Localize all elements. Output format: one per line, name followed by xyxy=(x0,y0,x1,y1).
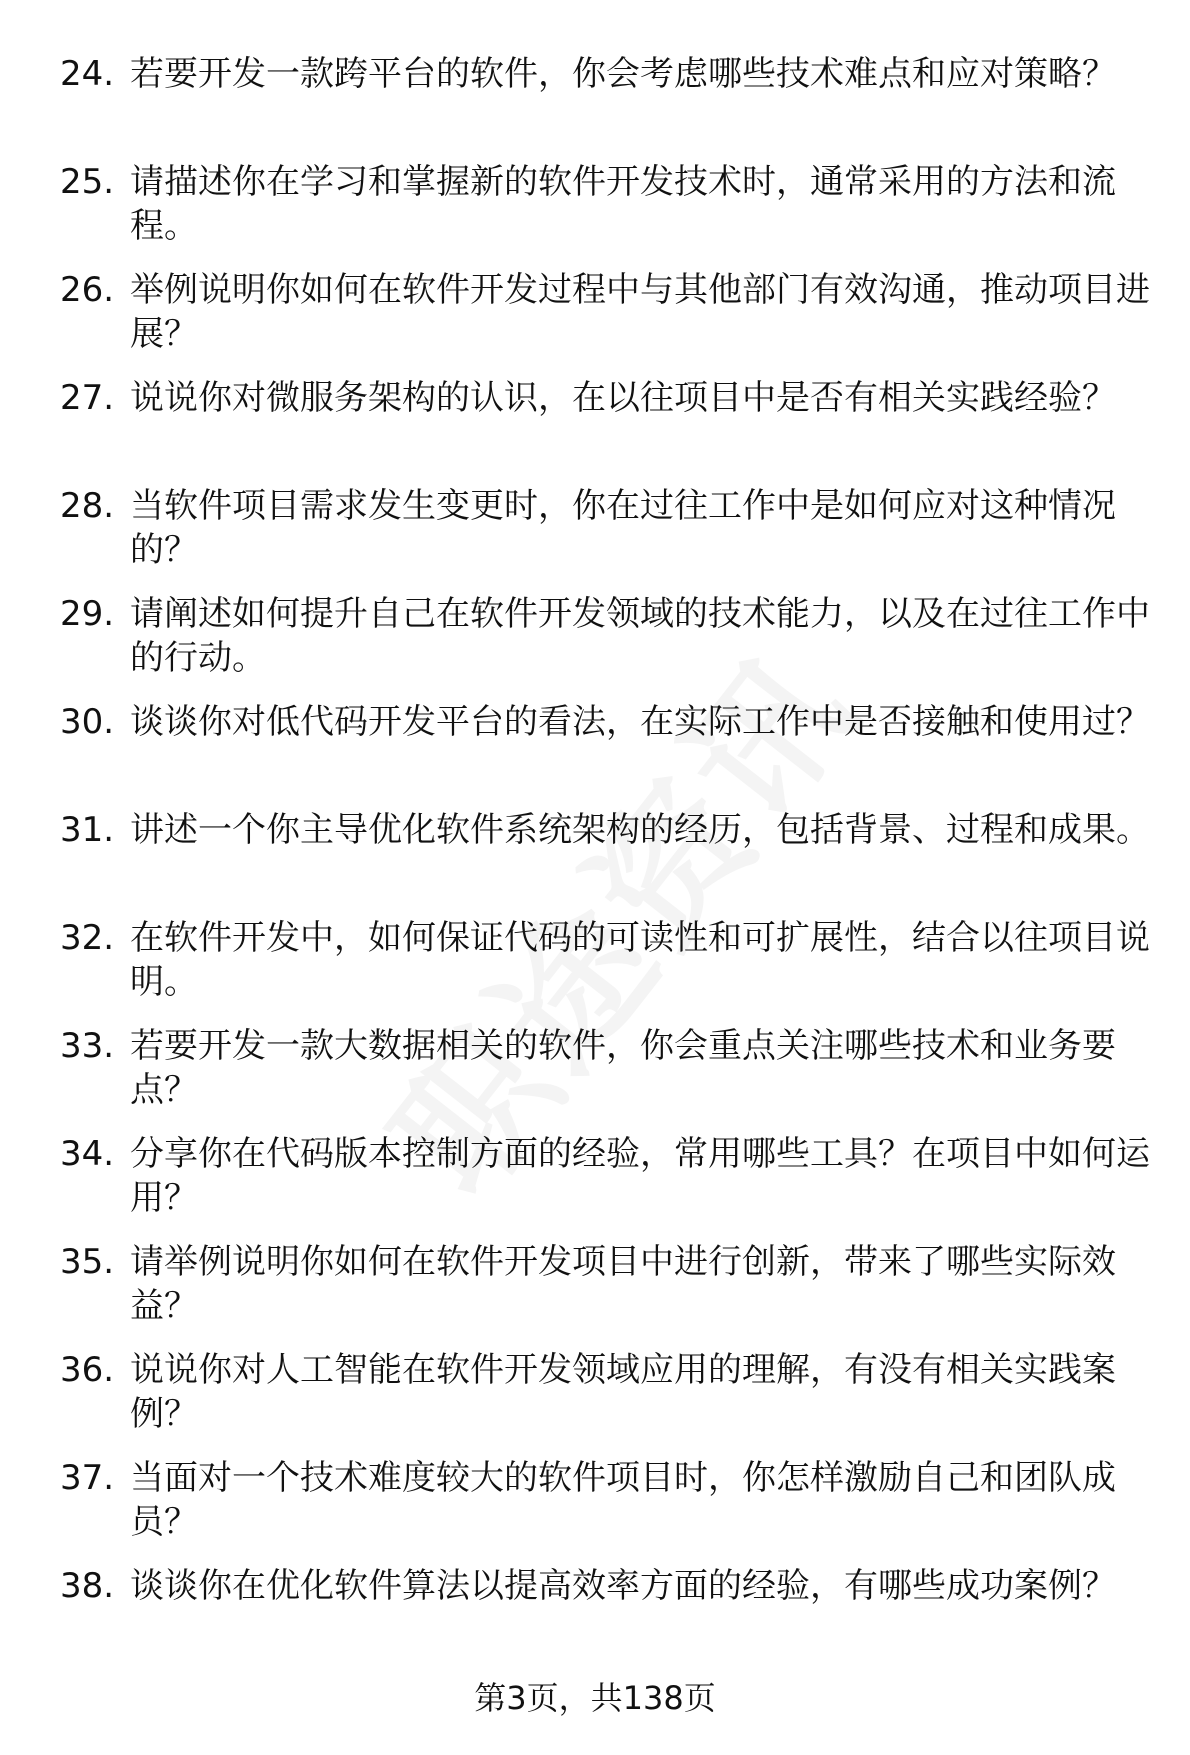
list-item xyxy=(0,916,1190,1024)
question-number: 34. xyxy=(60,1134,115,1174)
question-number: 24. xyxy=(60,54,115,94)
question-text: 讲述一个你主导优化软件系统架构的经历，包括背景、过程和成果。 xyxy=(130,810,1150,850)
question-number: 27. xyxy=(60,378,115,418)
question-number: 28. xyxy=(60,486,115,526)
question-text: 谈谈你对低代码开发平台的看法，在实际工作中是否接触和使用过？ xyxy=(130,702,1150,742)
list-item xyxy=(0,52,1190,160)
list-item xyxy=(0,376,1190,484)
list-item xyxy=(0,808,1190,916)
question-text: 说说你对人工智能在软件开发领域应用的理解，有没有相关实践案例？ xyxy=(130,1350,1116,1434)
question-text: 请描述你在学习和掌握新的软件开发技术时，通常采用的方法和流程。 xyxy=(130,162,1116,246)
question-number: 38. xyxy=(60,1566,115,1606)
page-number: 第3页，共138页 xyxy=(474,1679,716,1717)
question-text: 分享你在代码版本控制方面的经验，常用哪些工具？在项目中如何运用？ xyxy=(130,1134,1150,1218)
question-number: 30. xyxy=(60,702,115,742)
question-text: 当软件项目需求发生变更时，你在过往工作中是如何应对这种情况的？ xyxy=(130,486,1116,570)
question-number: 35. xyxy=(60,1242,115,1282)
question-number: 37. xyxy=(60,1458,115,1498)
question-text: 请阐述如何提升自己在软件开发领域的技术能力，以及在过往工作中的行动。 xyxy=(130,594,1150,678)
question-number: 26. xyxy=(60,270,115,310)
list-item xyxy=(0,1564,1190,1672)
list-item xyxy=(0,1132,1190,1240)
question-number: 31. xyxy=(60,810,115,850)
question-text: 谈谈你在优化软件算法以提高效率方面的经验，有哪些成功案例？ xyxy=(130,1566,1116,1606)
question-text: 若要开发一款大数据相关的软件，你会重点关注哪些技术和业务要点？ xyxy=(130,1026,1116,1110)
question-text: 请举例说明你如何在软件开发项目中进行创新，带来了哪些实际效益？ xyxy=(130,1242,1116,1326)
question-text: 若要开发一款跨平台的软件，你会考虑哪些技术难点和应对策略？ xyxy=(130,54,1116,94)
list-item xyxy=(0,1024,1190,1132)
list-item xyxy=(0,700,1190,808)
question-number: 25. xyxy=(60,162,115,202)
question-text: 举例说明你如何在软件开发过程中与其他部门有效沟通，推动项目进展？ xyxy=(130,270,1150,354)
list-item xyxy=(0,484,1190,592)
question-number: 33. xyxy=(60,1026,115,1066)
question-text: 在软件开发中，如何保证代码的可读性和可扩展性，结合以往项目说明。 xyxy=(130,918,1150,1002)
question-text: 说说你对微服务架构的认识，在以往项目中是否有相关实践经验？ xyxy=(130,378,1116,418)
list-item xyxy=(0,592,1190,700)
question-number: 36. xyxy=(60,1350,115,1390)
list-item xyxy=(0,1240,1190,1348)
question-text: 当面对一个技术难度较大的软件项目时，你怎样激励自己和团队成员？ xyxy=(130,1458,1116,1542)
question-number: 32. xyxy=(60,918,115,958)
list-item xyxy=(0,268,1190,376)
list-item xyxy=(0,1348,1190,1456)
page-footer xyxy=(0,1678,1190,1718)
question-list xyxy=(0,52,1190,1672)
question-number: 29. xyxy=(60,594,115,634)
list-item xyxy=(0,1456,1190,1564)
list-item xyxy=(0,160,1190,268)
